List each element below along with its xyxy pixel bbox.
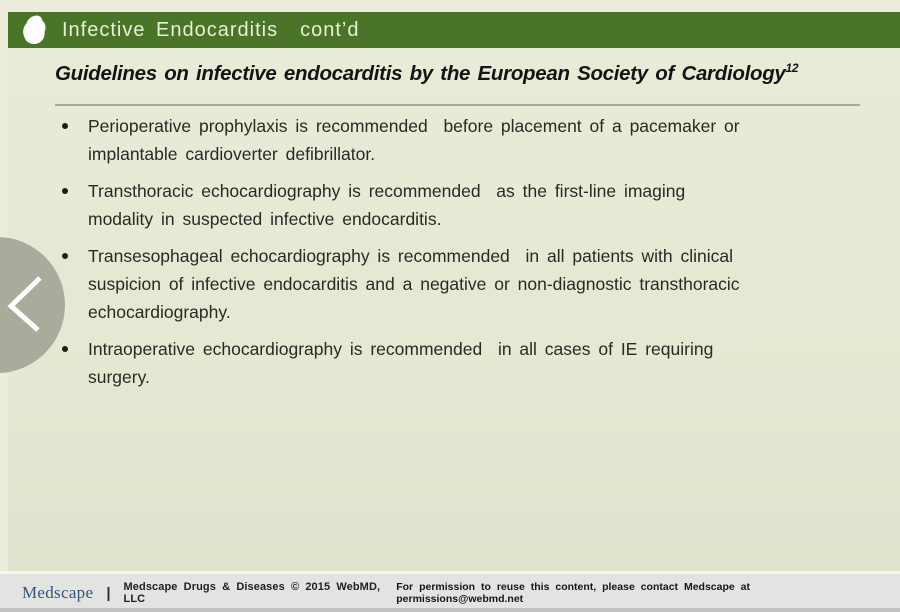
slide-logo-icon bbox=[21, 15, 47, 45]
bullet-item bbox=[54, 242, 854, 326]
footer-copyright-text: Medscape Drugs & Diseases © 2015 WebMD, LLC bbox=[123, 581, 381, 605]
bullet-line: Transthoracic echocardiography is recommended as the first-line imaging bbox=[88, 181, 686, 201]
bullet-line: surgery. bbox=[88, 367, 150, 387]
bullet-line: echocardiography. bbox=[88, 302, 231, 322]
bullet-line: suspicion of infective endocarditis and a negative or non-diagnostic transthoracic bbox=[88, 274, 740, 294]
medscape-logo: Medscape bbox=[22, 583, 94, 602]
bullet-line: implantable cardioverter defibrillator. bbox=[88, 144, 376, 164]
bullet-item bbox=[54, 335, 854, 391]
previous-slide-button[interactable] bbox=[0, 237, 65, 373]
bullet-item bbox=[54, 112, 854, 168]
bullet-list bbox=[54, 112, 854, 400]
bullet-item bbox=[54, 177, 854, 233]
slide-title bbox=[55, 61, 865, 86]
title-divider bbox=[55, 104, 860, 106]
bullet-line: Intraoperative echocardiography is recommended in all cases of IE requiring bbox=[88, 339, 714, 359]
footer-separator: | bbox=[106, 584, 111, 602]
footer-bar bbox=[0, 571, 900, 612]
reference-superscript: 12 bbox=[785, 61, 799, 75]
chevron-left-icon bbox=[0, 237, 65, 373]
bullet-line: Perioperative prophylaxis is recommended before placement of a pacemaker or bbox=[88, 116, 740, 136]
bullet-line: Transesophageal echocardiography is recommended in all patients with clinical bbox=[88, 246, 734, 266]
slide-content bbox=[8, 48, 900, 571]
bullet-line: modality in suspected infective endocarditis. bbox=[88, 209, 442, 229]
footer-permission-text: For permission to reuse this content, please contact Medscape at permissions@webmd.net bbox=[396, 581, 750, 605]
slide-header-title: Infective Endocarditis bbox=[62, 18, 279, 41]
slide-header-suffix: cont’d bbox=[300, 18, 360, 41]
slide-header bbox=[8, 12, 900, 48]
footer-left bbox=[22, 581, 396, 605]
slide-title-text: Guidelines on infective endocarditis by the European Society of Cardiology bbox=[55, 61, 786, 85]
